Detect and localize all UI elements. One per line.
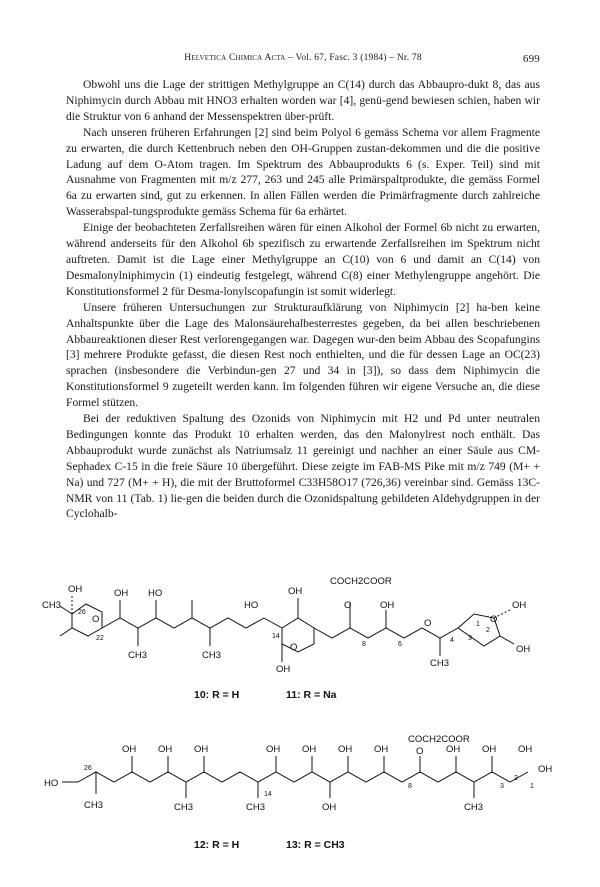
fig-label: OH: [518, 744, 533, 755]
fig-label: OH: [122, 744, 137, 755]
fig-label: OH: [114, 588, 129, 599]
paragraph: Einige der beobachteten Zerfallsreihen wären für einen Alkohol der Formel 6b nicht zu erwarten, während anderseits für den Alkohol 6b spezifisch zu erwartende Zerfallsreihen im Spektrum nicht auftreten. Damit ist die Lage einer Methylgruppe an C(10) von 6 und damit an C(14) von Desmalonylniphimycin (1) eindeutig festgelegt, während C(8) einer Methylengruppe angehört. Die Konstitutionsformel 2 für Desma-lonylscopafungin ist somit widerlegt.: [66, 221, 540, 298]
fig-label: OH: [374, 744, 389, 755]
fig-label: OH: [482, 744, 497, 755]
fig-label: OH: [158, 744, 173, 755]
fig-label: O: [416, 746, 424, 757]
paragraph: Obwohl uns die Lage der strittigen Methylgruppe an C(14) durch das Abbaupro-dukt 8, das aus Niphimycin durch Abbau mit HNO3 erhalten worden war [4], genü-gend bewiesen schien, haben wir die Struktur von 6 anhand der Messenspektren über-prüft.: [66, 78, 540, 123]
fig-label: OH: [276, 664, 291, 675]
structure-caption-13: 13: R = CH3: [286, 839, 345, 851]
fig-label: OH: [266, 744, 281, 755]
fig-label: 26: [78, 609, 86, 616]
journal-name: Helvetica Chimica Acta: [184, 53, 286, 63]
fig-label: 3: [468, 635, 472, 642]
journal-issue: – Vol. 67, Fasc. 3 (1984) – Nr. 78: [285, 53, 422, 63]
fig-label: OH: [302, 744, 317, 755]
fig-label: 14: [272, 633, 280, 640]
fig-label: 3: [500, 783, 504, 790]
fig-label: OH: [380, 600, 395, 611]
paragraph: Unsere früheren Untersuchungen zur Strukturaufklärung von Niphimycin [2] ha-ben keine Anhaltspunkte über die Lage des Malonsäurehalbesterrestes gegeben, da bei allen beschriebenen Abbaureaktionen dieser Rest verlorengegangen war. Dagegen wur-den beim Abbau des Scopafungins [3] mehrere Produkte gefasst, die diesen Rest noch enthielten, und die für dessen Lage an OC(23) sprachen (insbesondere die Verbindun-gen 27 und 34 in [3]), so dass dem Niphimycin die Konstitutionsformel 9 zugeteilt werden kann. Im folgenden führen wir eigene Versuche an, die diese Formel stützen.: [66, 300, 540, 410]
running-header: [66, 53, 540, 69]
fig-label: COCH2COOR: [330, 576, 392, 587]
fig-label: 8: [408, 783, 412, 790]
fig-label: OH: [288, 586, 303, 597]
structure-figure-12-13: [44, 734, 564, 860]
fig-label: 8: [362, 641, 366, 648]
page-number: 699: [522, 53, 540, 65]
fig-label: O: [290, 642, 298, 653]
fig-label: OH: [194, 744, 209, 755]
paragraph: Nach unseren früheren Erfahrungen [2] sind beim Polyol 6 gemäss Schema vor allem Fragmente zu erwarten, die durch Kettenbruch neben den OH-Gruppen zustan-dekommen und die die positive Ladung auf dem O-Atom tragen. Im Spektrum des Abbauprodukts 6 (s. Exper. Teil) sind mit Ausnahme von Fragmenten mit m/z 277, 263 und 245 alle Primärspaltprodukte, die gemäss Formel 6a zu erwarten sind, gut zu erkennen. In allen Fällen werden die Primärfragmente durch zahlreiche Wasserabspal-tungsprodukte gemäss Schema für 6a erhärtet.: [66, 125, 540, 219]
fig-label: OH: [538, 764, 553, 775]
fig-label: CH3: [430, 658, 450, 669]
fig-label: 14: [264, 791, 272, 798]
fig-label: CH3: [464, 802, 484, 813]
fig-label: OH: [512, 600, 527, 611]
fig-label: 22: [96, 635, 104, 642]
fig-label: OH: [516, 644, 531, 655]
fig-label: OH: [322, 802, 337, 813]
fig-label: 2: [514, 775, 518, 782]
fig-label: 1: [476, 621, 480, 628]
fig-label: COCH2COOR: [408, 734, 470, 745]
structure-caption-11: 11: R = Na: [286, 689, 337, 701]
body-text: [66, 77, 540, 522]
fig-label: CH3: [246, 802, 266, 813]
fig-label: OH: [338, 744, 353, 755]
paragraph: Bei der reduktiven Spaltung des Ozonids von Niphimycin mit H2 und Pd unter neutralen Bedingungen konnte das Produkt 10 erhalten werden, das den Malonylrest noch enthält. Das Abbauprodukt wurde zunächst als Natriumsalz 11 gereinigt und nachher an einer Säule aus CM-Sephadex C-15 in die freie Säure 10 übergeführt. Diese zeigte im FAB-MS Pike mit m/z 749 (M+ + Na) und 727 (M+ + H), die mit der Bruttoformel C33H58O17 (726,36) vereinbar sind. Gemäss 13C-NMR von 11 (Tab. 1) lie-gen die beiden durch die Ozonidspaltung gebildeten Aldehydgruppen in der Cyclohalb-: [66, 412, 540, 521]
fig-label: OH: [446, 744, 461, 755]
fig-label: OH: [68, 584, 83, 595]
fig-label: 4: [450, 637, 454, 644]
fig-label: CH3: [42, 600, 62, 611]
fig-label: O: [490, 614, 498, 625]
structure-figure-10-11: [44, 566, 564, 716]
structure-caption-10: 10: R = H: [194, 689, 240, 701]
fig-label: CH3: [174, 802, 194, 813]
fig-label: 26: [84, 765, 92, 772]
fig-label: O: [344, 600, 352, 611]
fig-label: 6: [398, 641, 402, 648]
fig-label: CH3: [84, 800, 104, 811]
fig-label: HO: [44, 778, 59, 789]
fig-label: HO: [244, 600, 259, 611]
fig-label: HO: [148, 588, 163, 599]
journal-running-title: [66, 53, 540, 63]
fig-label: O: [424, 618, 432, 629]
fig-label: 2: [486, 627, 490, 634]
fig-label: CH3: [202, 650, 222, 661]
structure-caption-12: 12: R = H: [194, 839, 240, 851]
fig-label: O: [92, 614, 100, 625]
fig-label: CH3: [128, 650, 148, 661]
fig-label: 1: [530, 783, 534, 790]
